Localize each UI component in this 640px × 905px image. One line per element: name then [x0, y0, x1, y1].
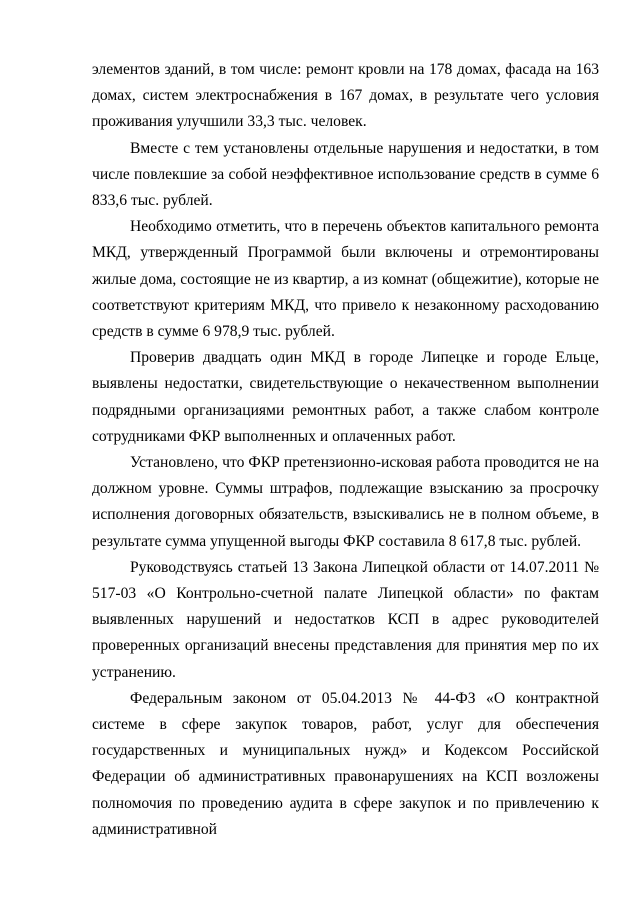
paragraph-5: Установлено, что ФКР претензионно-исковая работа проводится не на должном уровне. Суммы штрафов, подлежащие взысканию за просрочку исполнения договорных обязательств, взыскивались не в полном объеме, в результате сумма упущенной выгоды ФКР составила 8 617,8 тыс. рублей.: [92, 454, 599, 550]
document-body: [92, 57, 599, 843]
paragraph-7: Федеральным законом от 05.04.2013 № 44-ФЗ «О контрактной системе в сфере закупок товаров, работ, услуг для обеспечения государственных и муниципальных нужд» и Кодексом Российской Федерации об административных правонарушениях на КСП возложены полномочия по проведению аудита в сфере закупок и по привлечению к административной: [92, 689, 599, 838]
paragraph-6: Руководствуясь статьей 13 Закона Липецкой области от 14.07.2011 № 517-03 «О Контрольно-счетной палате Липецкой области» по фактам выявленных нарушений и недостатков КСП в адрес руководителей проверенных организаций внесены представления для принятия мер по их устранению.: [92, 558, 599, 681]
paragraph-2: Вместе с тем установлены отдельные нарушения и недостатки, в том числе повлекшие за собой неэффективное использование средств в сумме 6 833,6 тыс. рублей.: [92, 139, 599, 210]
paragraph-3: Необходимо отметить, что в перечень объектов капитального ремонта МКД, утвержденный Программой были включены и отремонтированы жилые дома, состоящие не из квартир, а из комнат (общежитие), которые не соответствуют критериям МКД, что привело к незаконному расходованию средств в сумме 6 978,9 тыс. рублей.: [92, 218, 599, 341]
paragraph-1: элементов зданий, в том числе: ремонт кровли на 178 домах, фасада на 163 домах, систем электроснабжения в 167 домах, в результате чего условия проживания улучшили 33,3 тыс. человек.: [92, 61, 599, 131]
paragraph-4: Проверив двадцать один МКД в городе Липецке и городе Ельце, выявлены недостатки, свидетельствующие о некачественном выполнении подрядными организациями ремонтных работ, а также слабом контроле сотрудниками ФКР выполненных и оплаченных работ.: [92, 349, 599, 445]
